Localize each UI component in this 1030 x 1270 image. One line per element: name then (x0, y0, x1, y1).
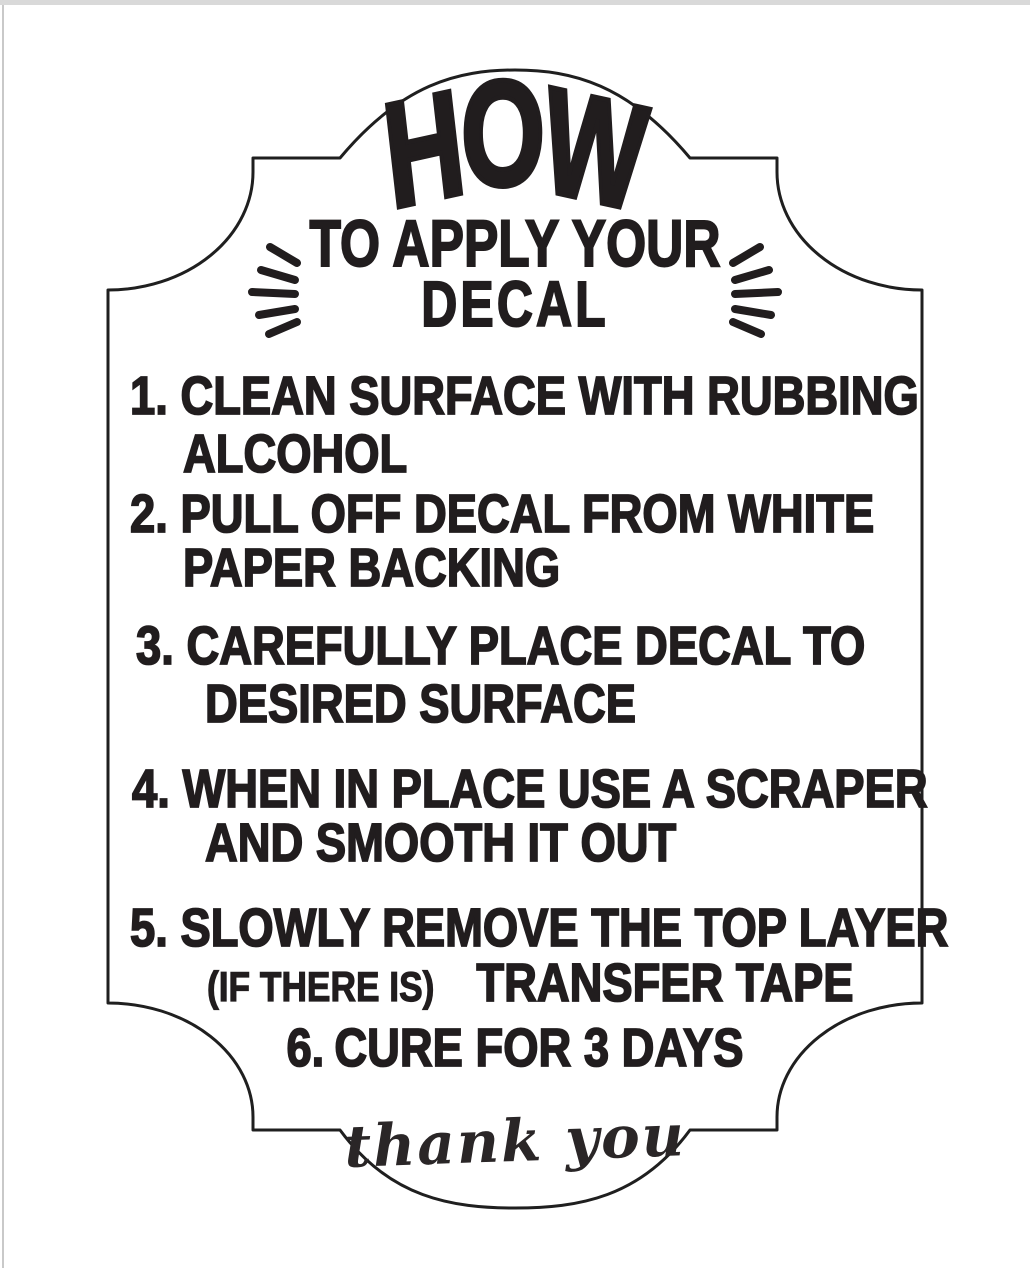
step-5-parenthetical: (IF THERE IS) (207, 963, 435, 1010)
step-4-line-1 (132, 759, 928, 819)
step-2-line-1 (130, 484, 875, 544)
thank-you-script: thank you (343, 1101, 687, 1181)
step-text: WHEN IN PLACE USE A SCRAPER (182, 759, 928, 819)
step-1-line-1 (130, 366, 919, 426)
step-1-line-2: ALCOHOL (183, 424, 408, 484)
step-3-line-2: DESIRED SURFACE (205, 674, 636, 734)
step-3-line-1 (136, 616, 866, 676)
title-line3: DECAL (421, 268, 609, 340)
step-text: CAREFULLY PLACE DECAL TO (186, 616, 866, 676)
step-5-line-1 (130, 898, 949, 958)
title-line2: TO APPLY YOUR (309, 206, 721, 280)
step-2-line-2: PAPER BACKING (183, 538, 561, 598)
step-text: SLOWLY REMOVE THE TOP LAYER (180, 898, 949, 958)
step-number: 6. (286, 1018, 325, 1078)
step-text: CURE FOR 3 DAYS (334, 1018, 744, 1078)
step-text: CLEAN SURFACE WITH RUBBING (180, 366, 919, 426)
step-number: 5. (130, 898, 168, 958)
step-5-line-2 (207, 953, 854, 1013)
step-6-line-1 (82, 1018, 947, 1078)
step-4-line-2: AND SMOOTH IT OUT (205, 813, 677, 873)
step-text: PULL OFF DECAL FROM WHITE (180, 484, 875, 544)
step-number: 1. (130, 366, 168, 426)
step-5-transfer-tape: TRANSFER TAPE (476, 953, 854, 1013)
step-number: 4. (132, 759, 170, 819)
title-how: HOW (375, 49, 655, 243)
step-number: 3. (136, 616, 174, 676)
step-number: 2. (130, 484, 168, 544)
